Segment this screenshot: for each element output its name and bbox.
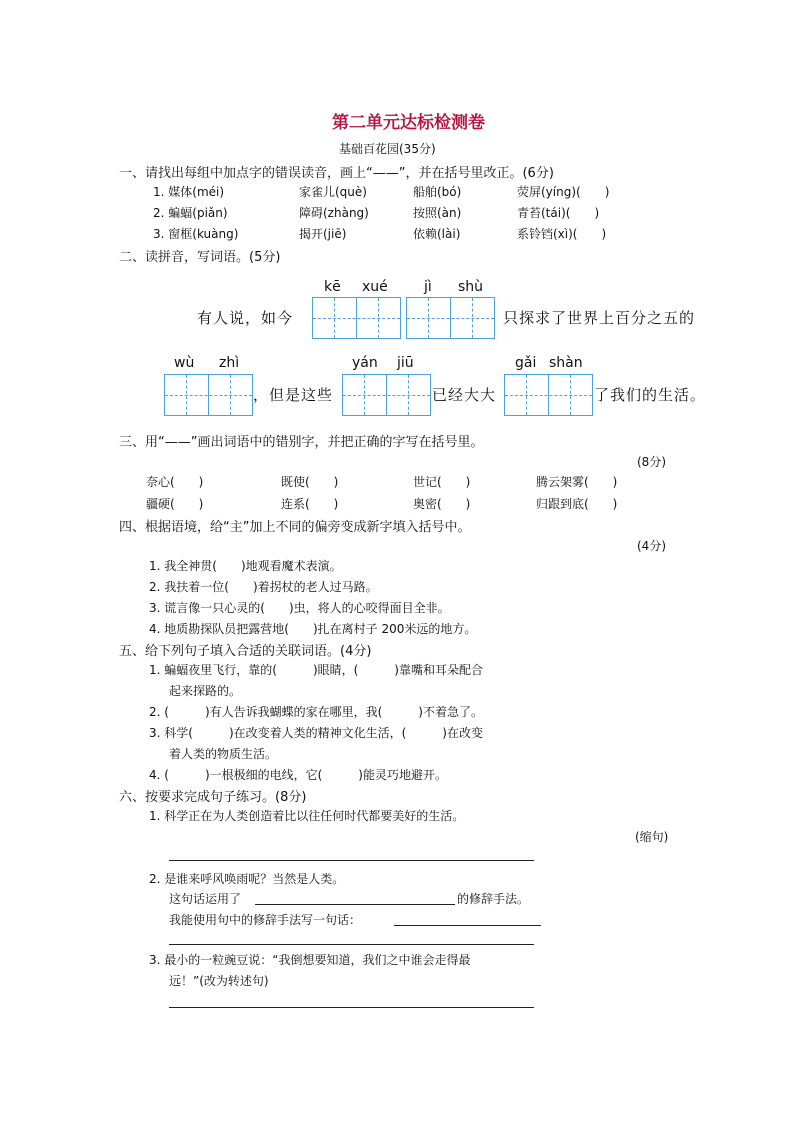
pinyin-zhi: zhì	[219, 355, 240, 371]
answer-grid-gaishan[interactable]	[504, 374, 593, 416]
q1-r2c1: 2. 蝙蝠(piǎn)	[153, 206, 228, 220]
answer-grid-wuzhi[interactable]	[164, 374, 253, 416]
q3-r2c1: 疆硬( )	[146, 497, 204, 511]
q4-item-3: 3. 谎言像一只心灵的( )虫，将人的心咬得面目全非。	[149, 601, 450, 615]
answer-line-2a[interactable]	[394, 925, 541, 926]
pinyin-ji: jì	[424, 279, 432, 295]
pinyin-shu: shù	[458, 279, 484, 295]
q2-line2-post: 了我们的生活。	[594, 386, 707, 404]
q6-item-1-note: (缩句)	[635, 830, 669, 844]
q2-line1-post: 只探求了世界上百分之五的	[503, 309, 696, 327]
q2-line1-pre: 有人说，如今	[197, 309, 294, 327]
answer-grid-jishu[interactable]	[406, 297, 495, 339]
q3-r2c2: 连系( )	[281, 497, 339, 511]
answer-line-rhetoric[interactable]	[255, 904, 455, 905]
answer-line-3[interactable]	[169, 1007, 534, 1008]
q3-r1c3: 世记( )	[413, 475, 471, 489]
q3-r1c4: 腾云架雾( )	[536, 475, 618, 489]
q1-r2c4: 青苔(tái)( )	[517, 206, 600, 220]
q6-item-3b: 远！”(改为转述句)	[169, 974, 269, 988]
q4-score: (4分)	[637, 539, 666, 553]
answer-line-1[interactable]	[169, 860, 534, 861]
q1-r1c2: 家雀儿(què)	[299, 185, 367, 199]
q4-heading: 四、根据语境，给“主”加上不同的偏旁变成新字填入括号中。	[119, 520, 471, 535]
answer-grid-kexue[interactable]	[312, 297, 401, 339]
q6-item-2b-post: 的修辞手法。	[457, 892, 530, 906]
pinyin-jiu: jiū	[397, 355, 414, 371]
q5-item-1b: 起来探路的。	[169, 684, 242, 698]
q1-heading: 一、请找出每组中加点字的错误读音，画上“——”，并在括号里改正。(6分)	[119, 166, 554, 181]
q4-item-4: 4. 地质勘探队员把露营地( )扎在离村子 200米远的地方。	[149, 622, 477, 636]
pinyin-wu: wù	[174, 355, 195, 371]
q3-score: (8分)	[637, 455, 666, 469]
q5-item-2: 2. ( )有人告诉我蝴蝶的家在哪里，我( )不着急了。	[149, 705, 483, 719]
q3-r2c4: 归跟到底( )	[536, 497, 618, 511]
q1-r3c4: 系铃铛(xì)( )	[517, 227, 607, 241]
pinyin-ke: kē	[324, 279, 341, 295]
q5-item-1a: 1. 蝙蝠夜里飞行，靠的( )眼睛，( )靠嘴和耳朵配合	[149, 663, 483, 677]
answer-grid-yanjiu[interactable]	[342, 374, 431, 416]
q5-item-4: 4. ( )一根极细的电线，它( )能灵巧地避开。	[149, 768, 447, 782]
section-subtitle: 基础百花园(35分)	[339, 142, 436, 156]
q1-r2c3: 按照(àn)	[413, 206, 462, 220]
page-title: 第二单元达标检测卷	[332, 113, 485, 133]
q3-r1c2: 既使( )	[281, 475, 339, 489]
answer-line-2b[interactable]	[169, 944, 534, 945]
pinyin-xue: xué	[362, 279, 388, 295]
q2-line2-mid1: ，但是这些	[253, 386, 334, 404]
q6-item-2a: 2. 是谁来呼风唤雨呢？当然是人类。	[149, 872, 345, 886]
q1-r3c3: 依赖(lài)	[413, 227, 461, 241]
q3-r1c1: 奈心( )	[146, 475, 204, 489]
q4-item-2: 2. 我扶着一位( )着拐杖的老人过马路。	[149, 580, 378, 594]
q1-r2c2: 障碍(zhàng)	[299, 206, 369, 220]
pinyin-gai: gǎi	[515, 355, 537, 371]
q6-item-2c: 我能使用句中的修辞手法写一句话：	[169, 913, 362, 927]
q3-heading: 三、用“——”画出词语中的错别字，并把正确的字写在括号里。	[119, 435, 484, 450]
q6-item-2b-pre: 这句话运用了	[169, 892, 242, 906]
q1-r1c4: 荧屏(yíng)( )	[517, 185, 610, 199]
q1-r1c3: 船舶(bó)	[413, 185, 462, 199]
q4-item-1: 1. 我全神贯( )地观看魔术表演。	[149, 559, 342, 573]
q1-r3c1: 3. 窗框(kuàng)	[153, 227, 239, 241]
q5-heading: 五、给下列句子填入合适的关联词语。(4分)	[119, 644, 372, 659]
pinyin-yan: yán	[352, 355, 378, 371]
q2-heading: 二、读拼音，写词语。(5分)	[119, 250, 281, 265]
q5-item-3b: 着人类的物质生活。	[169, 747, 278, 761]
q6-item-1: 1. 科学正在为人类创造着比以往任何时代都要美好的生活。	[149, 809, 465, 823]
q1-r3c2: 揭开(jiē)	[299, 227, 347, 241]
q2-line2-mid2: 已经大大	[432, 386, 497, 404]
q5-item-3a: 3. 科学( )在改变着人类的精神文化生活，( )在改变	[149, 726, 483, 740]
q3-r2c3: 奥密( )	[413, 497, 471, 511]
q6-item-3a: 3. 最小的一粒豌豆说：“我倒想要知道，我们之中谁会走得最	[149, 953, 471, 967]
q6-heading: 六、按要求完成句子练习。(8分)	[119, 790, 307, 805]
q1-r1c1: 1. 媒体(méi)	[153, 185, 225, 199]
pinyin-shan: shàn	[549, 355, 583, 371]
